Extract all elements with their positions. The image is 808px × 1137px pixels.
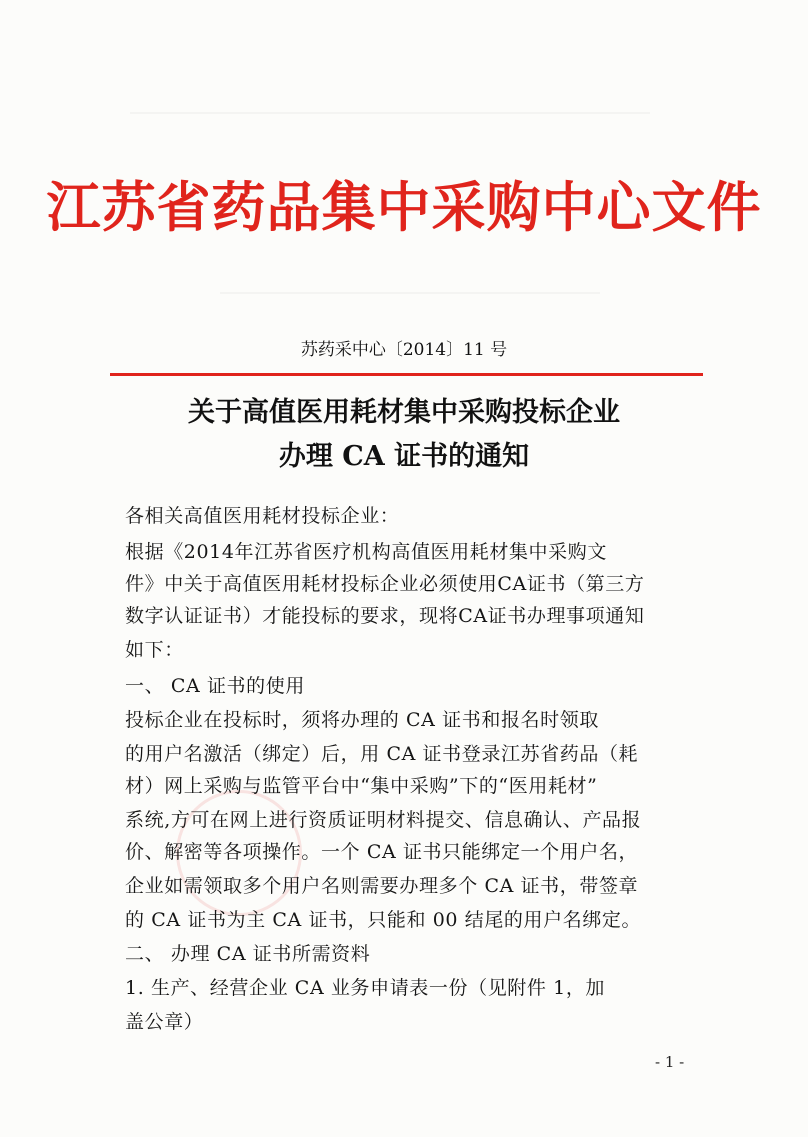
body-line: 件》中关于高值医用耗材投标企业必须使用CA证书（第三方 bbox=[125, 573, 645, 595]
red-divider-line bbox=[110, 373, 703, 376]
body-line: 的用户名激活（绑定）后，用 CA 证书登录江苏省药品（耗 bbox=[125, 743, 639, 765]
body-line: 盖公章） bbox=[125, 1011, 204, 1033]
body-line: 数字认证证书）才能投标的要求，现将CA证书办理事项通知 bbox=[125, 605, 645, 627]
notice-title-line1: 关于高值医用耗材集中采购投标企业 bbox=[188, 397, 620, 428]
issuing-authority-title: 江苏省药品集中采购中心文件 bbox=[46, 176, 762, 239]
body-line: 投标企业在投标时，须将办理的 CA 证书和报名时领取 bbox=[125, 709, 599, 731]
body-line: 价、解密等各项操作。一个 CA 证书只能绑定一个用户名， bbox=[125, 841, 639, 863]
body-line: 企业如需领取多个用户名则需要办理多个 CA 证书，带签章 bbox=[125, 875, 639, 897]
body-line: 如下： bbox=[125, 639, 184, 661]
body-line: 材）网上采购与监管平台中“集中采购”下的“医用耗材” bbox=[125, 775, 598, 797]
bleed-through-mark bbox=[130, 112, 650, 114]
body-line: 的 CA 证书为主 CA 证书，只能和 00 结尾的用户名绑定。 bbox=[125, 909, 642, 931]
section-heading: 一、 CA 证书的使用 bbox=[125, 675, 305, 697]
body-line: 根据《2014年江苏省医疗机构高值医用耗材集中采购文 bbox=[125, 541, 607, 563]
bleed-through-mark bbox=[220, 292, 600, 294]
section-heading: 二、 办理 CA 证书所需资料 bbox=[125, 943, 371, 965]
document-number: 苏药采中心〔2014〕11 号 bbox=[300, 340, 508, 360]
notice-title-line2: 办理 CA 证书的通知 bbox=[278, 441, 530, 472]
body-line: 1. 生产、经营企业 CA 业务申请表一份（见附件 1，加 bbox=[125, 977, 606, 999]
page-number: - 1 - bbox=[655, 1053, 685, 1071]
body-line: 各相关高值医用耗材投标企业： bbox=[125, 505, 400, 527]
body-line: 系统,方可在网上进行资质证明材料提交、信息确认、产品报 bbox=[125, 809, 642, 831]
